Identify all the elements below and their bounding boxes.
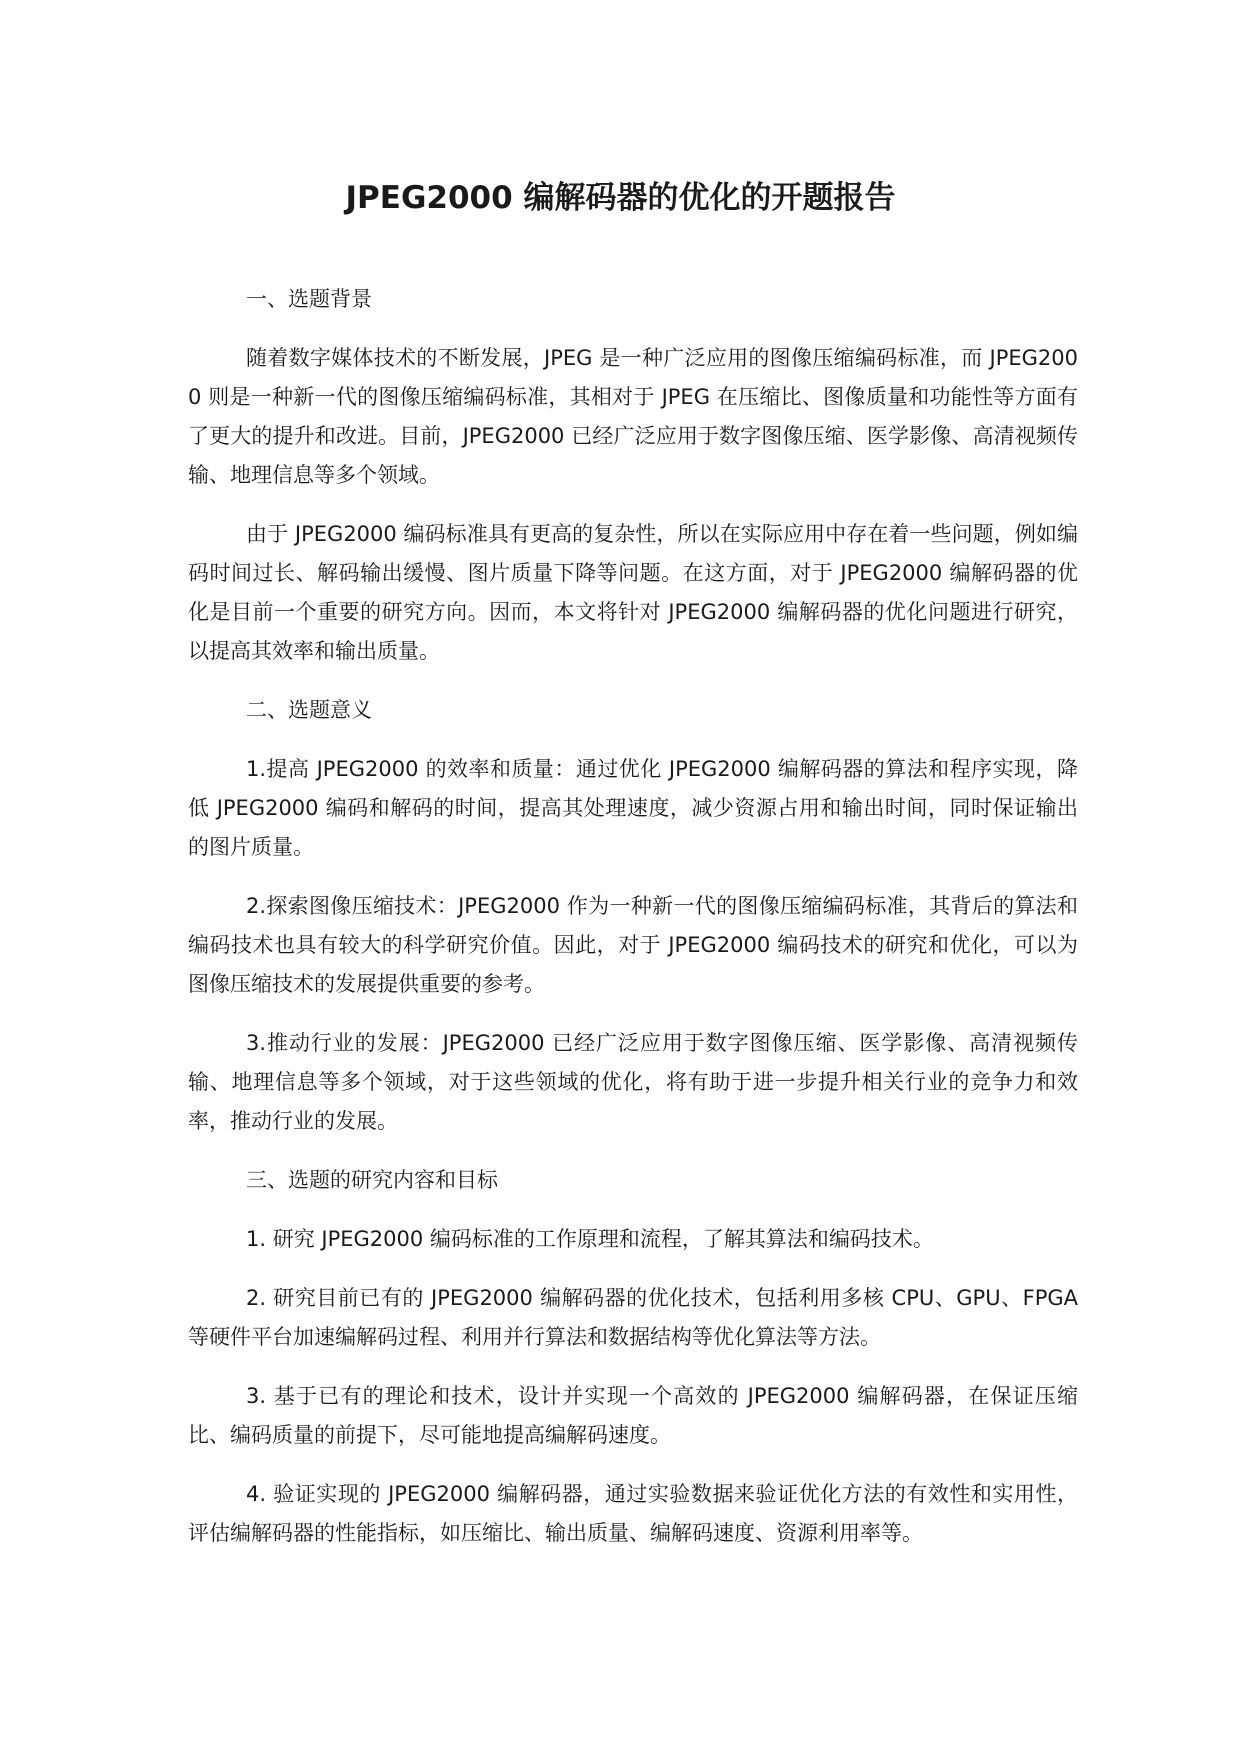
paragraph: 3. 基于已有的理论和技术，设计并实现一个高效的 JPEG2000 编解码器，在保证压缩比、编码质量的前提下，尽可能地提高编解码速度。 xyxy=(188,1384,1078,1447)
paragraph: 随着数字媒体技术的不断发展，JPEG 是一种广泛应用的图像压缩编码标准，而 JPEG2000 则是一种新一代的图像压缩编码标准，其相对于 JPEG 在压缩比、图像质量和功能性等方面有了更大的提升和改进。目前，JPEG2000 已经广泛应用于数字图像压缩、医学影像、高清视频传输、地理信息等多个领域。 xyxy=(188,346,1078,487)
paragraph: 由于 JPEG2000 编码标准具有更高的复杂性，所以在实际应用中存在着一些问题，例如编码时间过长、解码输出缓慢、图片质量下降等问题。在这方面，对于 JPEG2000 编解码器的优化是目前一个重要的研究方向。因而，本文将针对 JPEG2000 编解码器的优化问题进行研究，以提高其效率和输出质量。 xyxy=(188,522,1078,663)
paragraph: 1. 研究 JPEG2000 编码标准的工作原理和流程，了解其算法和编码技术。 xyxy=(246,1227,934,1251)
section-heading-significance: 二、选题意义 xyxy=(246,698,372,722)
paragraph: 2.探索图像压缩技术：JPEG2000 作为一种新一代的图像压缩编码标准，其背后的算法和编码技术也具有较大的科学研究价值。因此，对于 JPEG2000 编码技术的研究和优化，可以为图像压缩技术的发展提供重要的参考。 xyxy=(188,894,1078,996)
paragraph: 3.推动行业的发展：JPEG2000 已经广泛应用于数字图像压缩、医学影像、高清视频传输、地理信息等多个领域，对于这些领域的优化，将有助于进一步提升相关行业的竞争力和效率，推动行业的发展。 xyxy=(188,1031,1078,1133)
paragraph: 1.提高 JPEG2000 的效率和质量：通过优化 JPEG2000 编解码器的算法和程序实现，降低 JPEG2000 编码和解码的时间，提高其处理速度，减少资源占用和输出时间，同时保证输出的图片质量。 xyxy=(188,757,1078,859)
section-heading-research-content: 三、选题的研究内容和目标 xyxy=(246,1168,498,1192)
paragraph: 2. 研究目前已有的 JPEG2000 编解码器的优化技术，包括利用多核 CPU、GPU、FPGA 等硬件平台加速编解码过程、利用并行算法和数据结构等优化算法等方法。 xyxy=(188,1286,1078,1349)
paragraph: 4. 验证实现的 JPEG2000 编解码器，通过实验数据来验证优化方法的有效性和实用性，评估编解码器的性能指标，如压缩比、输出质量、编解码速度、资源利用率等。 xyxy=(188,1482,1078,1545)
document-title: JPEG2000 编解码器的优化的开题报告 xyxy=(345,180,896,216)
document-body xyxy=(188,280,1078,1573)
section-heading-background: 一、选题背景 xyxy=(246,287,372,311)
